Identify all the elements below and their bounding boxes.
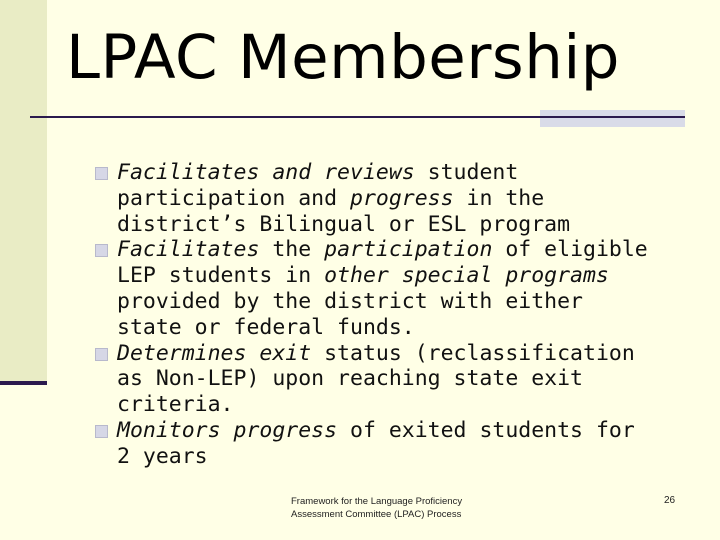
square-bullet-icon — [95, 167, 108, 180]
bullet-text: of exited students for 2 years — [117, 417, 635, 469]
bullet-text: the — [259, 237, 325, 263]
bullet-emphasis-text: Facilitates and reviews — [117, 160, 415, 185]
bullet-text: provided by the district with either state or federal funds. — [117, 288, 583, 340]
bullet-item — [95, 341, 655, 418]
slide-footer — [291, 495, 462, 521]
footer-line-2: Assessment Committee (LPAC) Process — [291, 509, 462, 520]
bullet-list — [95, 160, 655, 470]
left-decorative-rule — [0, 381, 47, 385]
left-decorative-panel — [0, 0, 47, 382]
bullet-text: of eligible LEP students in — [117, 237, 648, 289]
bullet-text: student participation and — [117, 160, 519, 211]
bullet-text: status (reclassification as Non-LEP) upon reaching state exit criteria. — [117, 340, 635, 418]
slide-title: LPAC Membership — [66, 22, 621, 93]
footer-line-1: Framework for the Language Proficiency — [291, 496, 463, 507]
title-rule-accent — [540, 110, 685, 127]
square-bullet-icon — [95, 244, 108, 257]
bullet-emphasis-text: Determines exit — [117, 340, 312, 366]
bullet-emphasis-text: participation — [324, 237, 493, 263]
square-bullet-icon — [95, 348, 108, 361]
bullet-item — [95, 160, 655, 237]
bullet-emphasis-text: Monitors progress — [117, 417, 338, 443]
bullet-emphasis-text: Facilitates — [117, 237, 260, 263]
bullet-emphasis-text: progress — [350, 185, 454, 211]
title-rule — [30, 116, 685, 118]
bullet-text: in the district’s Bilingual or ESL program — [117, 185, 571, 237]
bullet-emphasis-text: other special programs — [324, 263, 609, 289]
page-number: 26 — [664, 495, 676, 506]
bullet-item — [95, 418, 655, 470]
bullet-item — [95, 237, 655, 340]
square-bullet-icon — [95, 425, 108, 438]
